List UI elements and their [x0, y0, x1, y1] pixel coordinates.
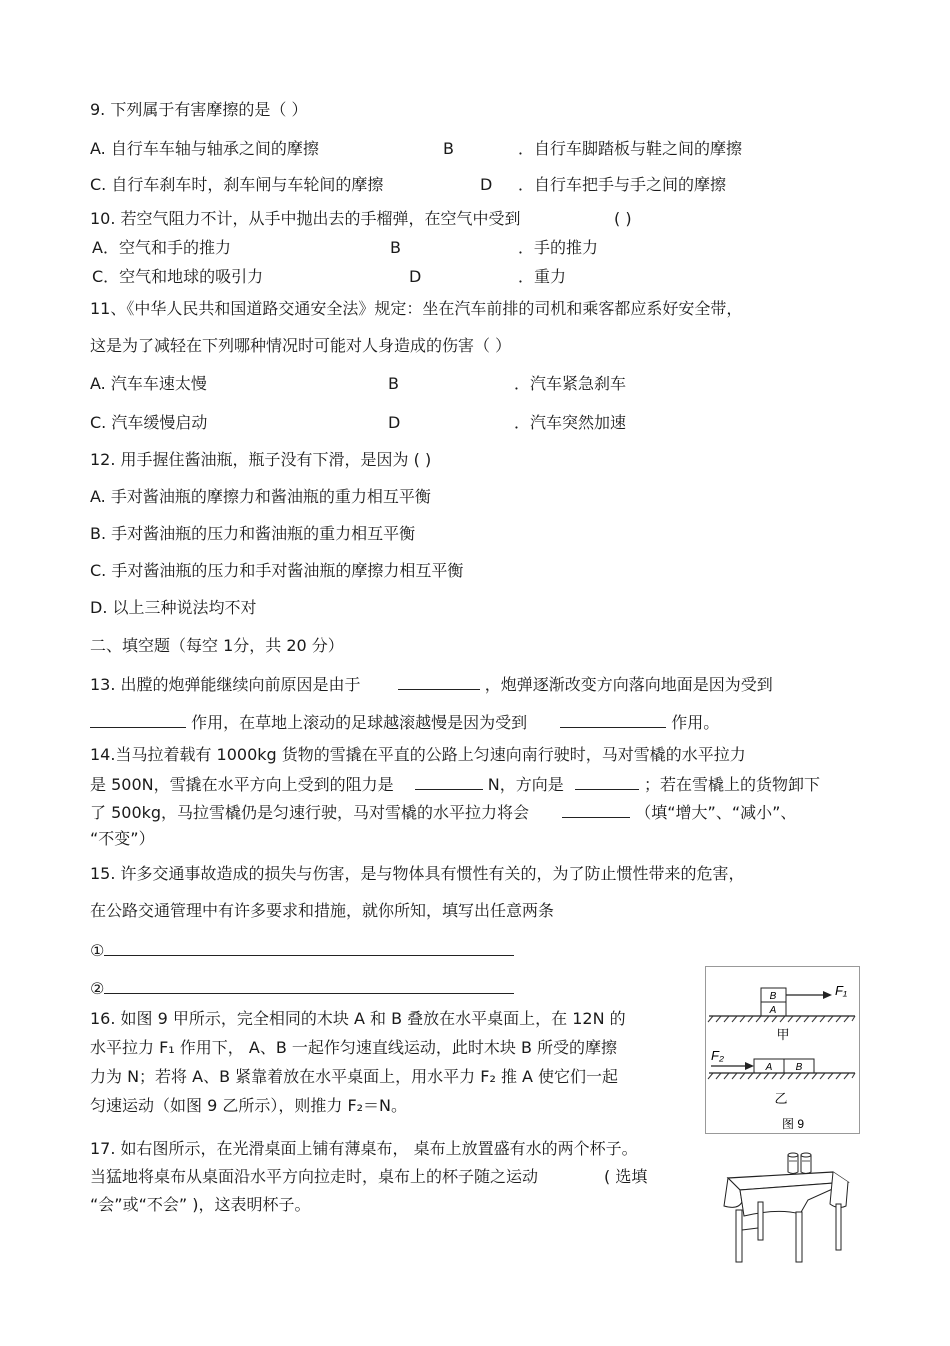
q14-line3: [90, 800, 796, 824]
q13-line1: [90, 672, 773, 696]
q14-text-3: ；若在雪橇上的货物卸下: [643, 775, 820, 794]
q12-option-d: D. 以上三种说法均不对: [90, 598, 257, 617]
label-a-top: A: [769, 1005, 777, 1016]
q9-option-b: ．自行车脚踏板与鞋之间的摩擦: [518, 139, 743, 158]
arrow-f1-icon: [823, 991, 832, 999]
q14-text-2: N，方向是: [487, 775, 564, 794]
q12-option-c: C. 手对酱油瓶的压力和手对酱油瓶的摩擦力相互平衡: [90, 561, 464, 580]
q10-option-d-letter: D: [409, 267, 422, 286]
q11-stem-line2: 这是为了减轻在下列哪种情况时可能对人身造成的伤害（ ）: [90, 336, 512, 355]
arrow-f2-icon: [745, 1062, 754, 1070]
label-b-top: B: [769, 991, 777, 1002]
q16-line3: 力为 N；若将 A、B 紧靠着放在水平桌面上，用水平力 F₂ 推 A 使它们一起: [90, 1067, 619, 1086]
q13-blank-3[interactable]: [560, 710, 666, 728]
label-jia: 甲: [776, 1027, 790, 1042]
q15-answer-2: [90, 976, 514, 1000]
q14-blank-force[interactable]: [415, 772, 483, 790]
cups-icon: [788, 1153, 811, 1174]
q11-option-a: A. 汽车车速太慢: [90, 374, 207, 393]
q9-option-b-letter: B: [443, 139, 454, 158]
label-b-bottom: B: [795, 1062, 803, 1073]
q15-answer-1: [90, 938, 514, 962]
q13-text-3: 作用，在草地上滚动的足球越滚越慢是因为受到: [191, 713, 528, 732]
q11-option-b-letter: B: [388, 374, 399, 393]
q14-text-1: 是 500N，雪撬在水平方向上受到的阻力是: [90, 775, 394, 794]
q10-option-a: A．空气和手的推力: [92, 238, 231, 257]
q17-text-2: ( 选填: [604, 1167, 648, 1186]
q10-paren: ( ): [614, 209, 632, 228]
q11-stem-line1: 11、《中华人民共和国道路交通安全法》规定：坐在汽车前排的司机和乘客都应系好安全带，: [90, 299, 743, 318]
q15-marker-2: ②: [90, 979, 105, 998]
q16-line1: 16. 如图 9 甲所示，完全相同的木块 A 和 B 叠放在水平桌面上，在 12N 的: [90, 1009, 626, 1028]
q15-line1: 15. 许多交通事故造成的损失与伤害，是与物体具有惯性有关的，为了防止惯性带来的危害，: [90, 864, 745, 883]
q15-blank-2[interactable]: [104, 976, 514, 994]
q16-line2: 水平拉力 F₁ 作用下， A、B 一起作匀速直线运动，此时木块 B 所受的摩擦: [90, 1038, 618, 1057]
q9-stem: 9. 下列属于有害摩擦的是（ ）: [90, 100, 308, 119]
q10-option-d: ．重力: [518, 267, 567, 286]
q11-option-b: ．汽车紧急刹车: [514, 374, 627, 393]
q10-option-b-letter: B: [390, 238, 401, 257]
q11-option-d-letter: D: [388, 413, 401, 432]
q13-text-2: ，炮弹逐渐改变方向落向地面是因为受到: [484, 675, 773, 694]
q13-text-4: 作用。: [671, 713, 720, 732]
figure-9: [705, 966, 860, 1134]
q11-option-c: C. 汽车缓慢启动: [90, 413, 208, 432]
q9-option-a: A. 自行车车轴与轴承之间的摩擦: [90, 139, 319, 158]
q12-option-a: A. 手对酱油瓶的摩擦力和酱油瓶的重力相互平衡: [90, 487, 431, 506]
section-title: 二、填空题（每空 1分，共 20 分）: [90, 636, 344, 655]
q17-line2: [90, 1166, 647, 1188]
q17-text-1: 当猛地将桌布从桌面沿水平方向拉走时，桌布上的杯子随之运动: [90, 1167, 539, 1186]
q17-line1: 17. 如右图所示，在光滑桌面上铺有薄桌布， 桌布上放置盛有水的两个杯子。: [90, 1139, 638, 1158]
q16-line4: 匀速运动（如图 9 乙所示），则推力 F₂＝N。: [90, 1096, 408, 1115]
q13-text-1: 13. 出膛的炮弹能继续向前原因是由于: [90, 675, 361, 694]
q10-option-c: C．空气和地球的吸引力: [92, 267, 264, 286]
q9-option-d: ．自行车把手与手之间的摩擦: [518, 175, 727, 194]
q14-text-5: （填“增大”、“减小”、: [635, 803, 797, 822]
q12-option-b: B. 手对酱油瓶的压力和酱油瓶的重力相互平衡: [90, 524, 416, 543]
q13-blank-1[interactable]: [398, 672, 480, 690]
table-with-cups-illustration: [718, 1150, 853, 1265]
q9-option-d-letter: D: [480, 175, 493, 194]
q14-text-4: 了 500kg，马拉雪橇仍是匀速行驶，马对雪橇的水平拉力将会: [90, 803, 530, 822]
q15-line2: 在公路交通管理中有许多要求和措施，就你所知，填写出任意两条: [90, 901, 555, 920]
q14-line1: 14.当马拉着载有 1000kg 货物的雪撬在平直的公路上匀速向南行驶时，马对雪橇的水平拉力: [90, 745, 746, 764]
label-a-bottom: A: [765, 1062, 773, 1073]
q10-option-b: ．手的推力: [518, 238, 599, 257]
label-f2: F₂: [711, 1048, 724, 1063]
q13-line2: [90, 710, 719, 734]
label-yi: 乙: [774, 1091, 788, 1106]
q15-marker-1: ①: [90, 941, 105, 960]
q9-option-c: C. 自行车刹车时，刹车闸与车轮间的摩擦: [90, 175, 384, 194]
figure-caption: 图 9: [781, 1117, 805, 1131]
q14-line2: [90, 772, 820, 796]
label-f1: F₁: [835, 983, 848, 998]
q17-line3: “会”或“不会” )，这表明杯子。: [90, 1195, 311, 1214]
q14-blank-change[interactable]: [562, 800, 630, 818]
q10-stem: 10. 若空气阻力不计，从手中抛出去的手榴弹，在空气中受到: [90, 209, 521, 228]
q14-blank-direction[interactable]: [575, 772, 639, 790]
q13-blank-2[interactable]: [90, 710, 186, 728]
q11-option-d: ．汽车突然加速: [514, 413, 627, 432]
q14-line4: “不变”）: [90, 829, 155, 848]
q15-blank-1[interactable]: [104, 938, 514, 956]
q12-stem: 12. 用手握住酱油瓶，瓶子没有下滑，是因为 ( ): [90, 450, 432, 469]
